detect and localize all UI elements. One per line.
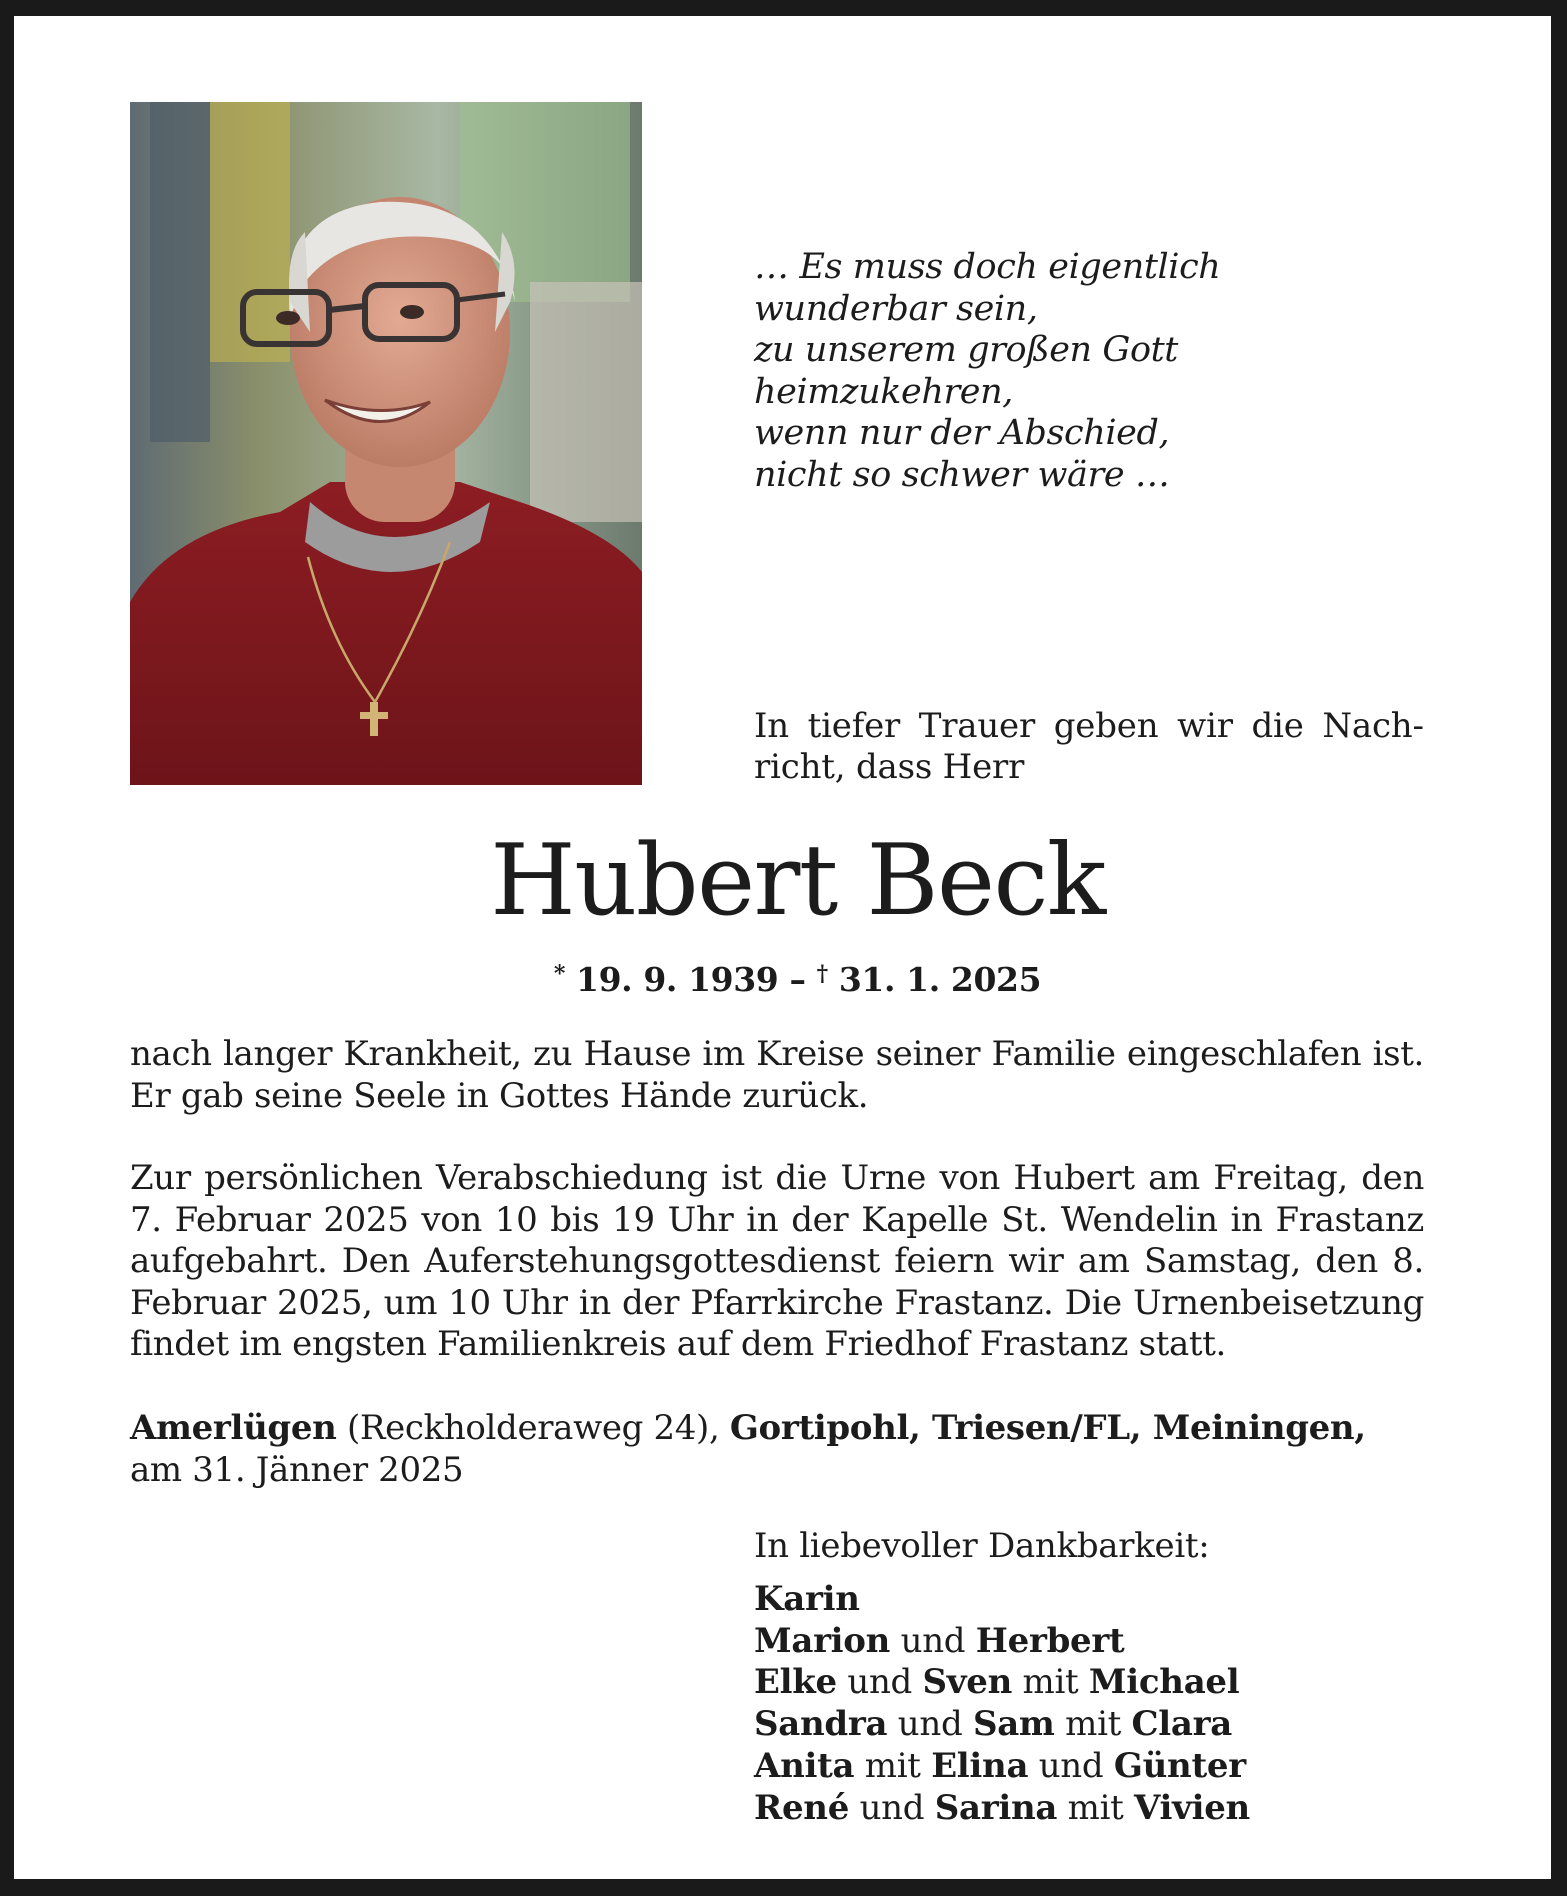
death-date: 31. 1. 2025 [838, 960, 1042, 999]
conjunction: mit [1022, 1662, 1079, 1703]
family-member: Sarina [934, 1787, 1058, 1828]
conjunction: mit [1065, 1704, 1122, 1745]
family-member: Elina [931, 1745, 1029, 1786]
family-line [754, 1662, 1250, 1704]
family-line [754, 1788, 1250, 1830]
deceased-name: Hubert Beck [490, 824, 1105, 938]
family-member: René [754, 1787, 850, 1828]
family-member: Vivien [1134, 1787, 1250, 1828]
family-member: Marion [754, 1620, 891, 1661]
birth-symbol: * [553, 961, 565, 987]
memorial-quote [754, 247, 1274, 496]
quote-line: wenn nur der Abschied, [754, 413, 1170, 453]
obituary-page [14, 16, 1551, 1879]
family-member: Sam [972, 1704, 1055, 1745]
place-address: (Reckholderaweg 24), [346, 1408, 720, 1448]
passing-paragraph: nach langer Krankheit, zu Hause im Kreise seiner Familie eingeschlafen ist. Er gab seine Seele in Gottes Hände zurück. [130, 1034, 1424, 1116]
family-member: Michael [1088, 1662, 1240, 1703]
place-and-date [130, 1408, 1424, 1491]
farewell-paragraph: Zur persönlichen Verabschiedung ist die Urne von Hubert am Freitag, den 7. Februar 2025 von 10 bis 19 Uhr in der Kapelle St. Wendelin in Frastanz aufgebahrt. Den Auferstehungsgottesdienst feiern wir am Samstag, den 8. Februar 2025, um 10 Uhr in der Pfarrkirche Frastanz. Die Urnenbeisetzung findet im engsten Familienkreis auf dem Friedhof Frastanz statt. [130, 1158, 1424, 1364]
family-member: Sandra [754, 1704, 888, 1745]
conjunction: und [1038, 1745, 1104, 1786]
thanks-line: In liebevoller Dankbarkeit: [754, 1526, 1210, 1566]
conjunction: mit [864, 1745, 921, 1786]
family-member: Clara [1131, 1704, 1232, 1745]
family-member: Elke [754, 1662, 837, 1703]
conjunction: und [847, 1662, 913, 1703]
family-line [754, 1746, 1250, 1788]
conjunction: und [900, 1620, 966, 1661]
family-member: Günter [1113, 1745, 1246, 1786]
family-member: Karin [754, 1579, 860, 1619]
quote-line: nicht so schwer wäre … [754, 454, 1170, 495]
family-line [754, 1579, 1250, 1621]
quote-line: … Es muss doch eigentlich [754, 247, 1221, 287]
family-member: Herbert [975, 1620, 1125, 1661]
death-symbol: † [816, 961, 828, 987]
place-others: Gortipohl, Triesen/FL, Meiningen, [729, 1408, 1366, 1448]
family-line [754, 1621, 1250, 1663]
place-date: am 31. Jänner 2025 [130, 1449, 464, 1490]
life-dates [14, 960, 1567, 999]
family-member: Sven [922, 1662, 1012, 1703]
place-town: Amerlügen [130, 1408, 337, 1448]
family-member: Anita [754, 1745, 855, 1786]
quote-line: heimzukehren, [754, 371, 1013, 412]
conjunction: und [897, 1704, 963, 1745]
family-line [754, 1704, 1250, 1746]
date-separator: – [789, 960, 806, 999]
family-list [754, 1579, 1250, 1829]
announcement-text: In tiefer Trauer geben wir die Nachricht, dass Herr [754, 706, 1424, 787]
quote-line: wunderbar sein, [754, 288, 1038, 329]
birth-date: 19. 9. 1939 [576, 960, 779, 999]
quote-line: zu unserem großen Gott [754, 330, 1178, 370]
conjunction: und [859, 1787, 925, 1828]
portrait-photo [130, 102, 642, 785]
portrait-image [130, 102, 642, 785]
conjunction: mit [1067, 1787, 1124, 1828]
